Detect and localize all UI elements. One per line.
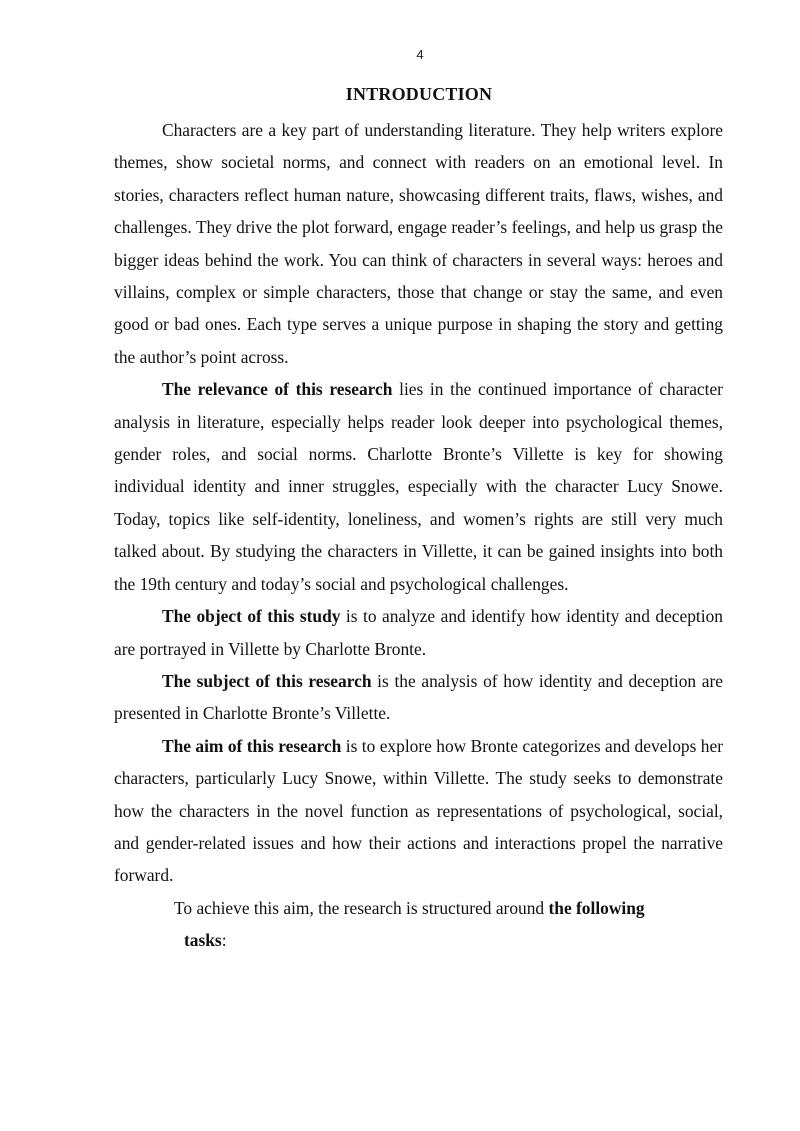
document-body (114, 114, 723, 957)
page-number: 4 (416, 47, 424, 62)
tasks-label-part2: tasks (184, 930, 222, 951)
paragraph-text: is the analysis of how identity and deception are presented in Charlotte Bronte’s Villette. (114, 670, 723, 724)
paragraph-object (114, 600, 723, 665)
tasks-label-part1: the following (548, 897, 645, 918)
aim-label: The aim of this research (162, 735, 342, 756)
tasks-line (114, 924, 723, 956)
paragraph-text: is to explore how Bronte categorizes and develops her characters, particularly Lucy Snowe, within Villette. The study seeks to demonstrate how the characters in the novel function as representations of psychological, social, and gender-related issues and how their actions and interactions propel the narrative forward. (114, 735, 723, 886)
object-label: The object of this study (162, 606, 341, 627)
paragraph-characters (114, 114, 723, 373)
subject-label: The subject of this research (162, 670, 372, 691)
relevance-label: The relevance of this research (162, 379, 393, 400)
paragraph-tasks (114, 892, 723, 957)
section-heading: INTRODUCTION (345, 84, 493, 104)
paragraph-text: Characters are a key part of understanding literature. They help writers explore themes, show societal norms, and connect with readers on an emotional level. In stories, characters reflect human nature, showcasing different traits, flaws, wishes, and challenges. They drive the plot forward, engage reader’s feelings, and help us grasp the bigger ideas behind the work. You can think of characters in several ways: heroes and villains, complex or simple characters, those that change or stay the same, and even good or bad ones. Each type serves a unique purpose in shaping the story and getting the author’s point across. (114, 120, 723, 367)
paragraph-relevance (114, 373, 723, 600)
paragraph-text: To achieve this aim, the research is structured around (174, 897, 549, 918)
paragraph-text: lies in the continued importance of character analysis in literature, especially helps reader look deeper into psychological themes, gender roles, and social norms. Charlotte Bronte’s Villette is key for showing individual identity and inner struggles, especially with the character Lucy Snowe. Today, topics like self-identity, loneliness, and women’s rights are still very much talked about. By studying the characters in Villette, it can be gained insights into both the 19th century and today’s social and psychological challenges. (114, 379, 723, 594)
tasks-colon: : (221, 930, 227, 951)
paragraph-text: is to analyze and identify how identity and deception are portrayed in Villette by Charlotte Bronte. (114, 606, 723, 659)
paragraph-subject (114, 665, 723, 730)
paragraph-aim (114, 730, 723, 892)
